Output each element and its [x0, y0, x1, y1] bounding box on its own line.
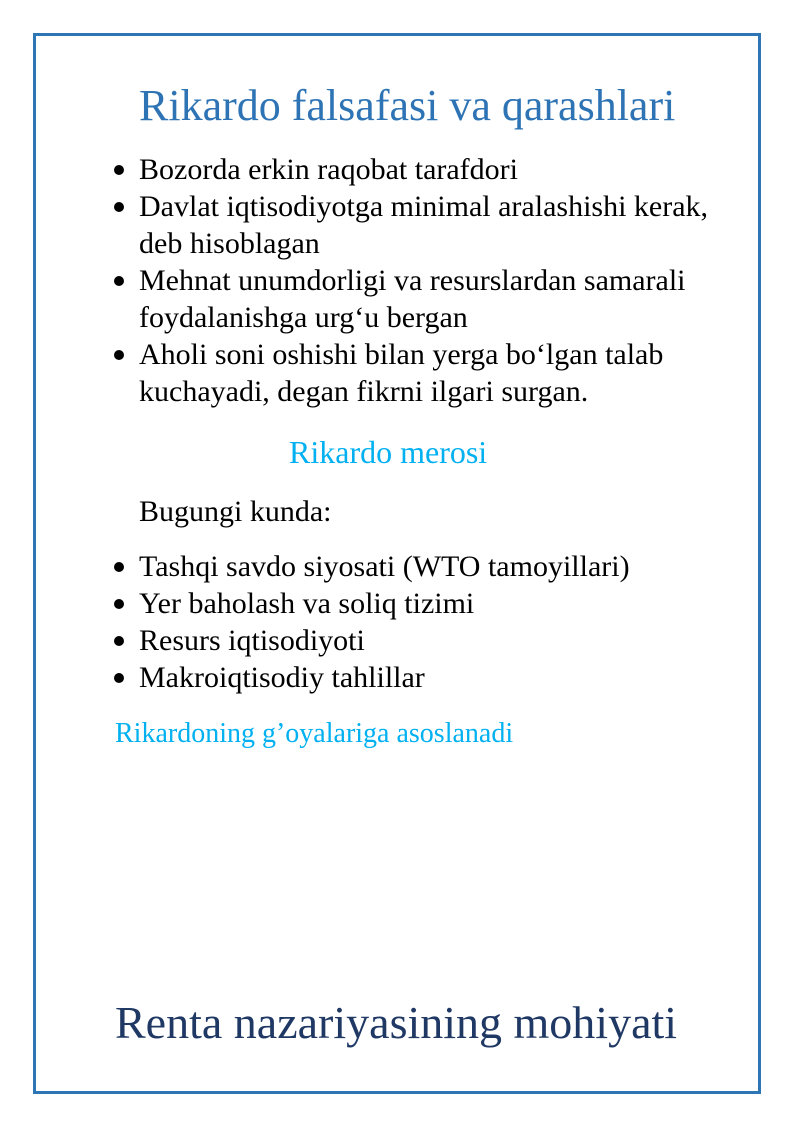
- bullet-icon: [114, 276, 124, 286]
- legacy-note: Rikardoning g’oyalariga asoslanadi: [115, 718, 514, 749]
- bullet-icon: [114, 599, 124, 609]
- list-item-text: Yer baholash va soliq tizimi: [139, 587, 475, 620]
- list-item: [139, 151, 739, 188]
- list-item-text: Makroiqtisodiy tahlillar: [139, 661, 425, 694]
- list-item-text: Resurs iqtisodiyoti: [139, 624, 365, 657]
- list-item: [139, 336, 739, 410]
- bullet-icon: [114, 350, 124, 360]
- list-item: [139, 585, 739, 622]
- views-list: [139, 151, 739, 410]
- list-item-text: Tashqi savdo siyosati (WTO tamoyillari): [139, 550, 630, 583]
- list-item-text: Davlat iqtisodiyotga minimal aralashishi kerak, deb hisoblagan: [139, 190, 709, 260]
- page-title: Rikardo falsafasi va qarashlari: [139, 81, 676, 130]
- list-item-text: Bozorda erkin raqobat tarafdori: [139, 153, 518, 186]
- legacy-heading: Rikardo merosi: [289, 434, 488, 470]
- bullet-icon: [114, 202, 124, 212]
- list-item: [139, 548, 739, 585]
- list-item: [139, 188, 739, 262]
- footer-title: Renta nazariyasining mohiyati: [115, 997, 678, 1048]
- list-item-text: Mehnat unumdorligi va resurslardan samarali foydalanishga urg‘u bergan: [139, 264, 686, 334]
- bullet-icon: [114, 165, 124, 175]
- list-item: [139, 622, 739, 659]
- bullet-icon: [114, 673, 124, 683]
- legacy-intro: Bugungi kunda:: [139, 495, 332, 528]
- list-item: [139, 659, 739, 696]
- list-item-text: Aholi soni oshishi bilan yerga bo‘lgan talab kuchayadi, degan fikrni ilgari surgan.: [139, 338, 664, 408]
- list-item: [139, 262, 739, 336]
- legacy-list: [139, 548, 739, 696]
- bullet-icon: [114, 636, 124, 646]
- bullet-icon: [114, 562, 124, 572]
